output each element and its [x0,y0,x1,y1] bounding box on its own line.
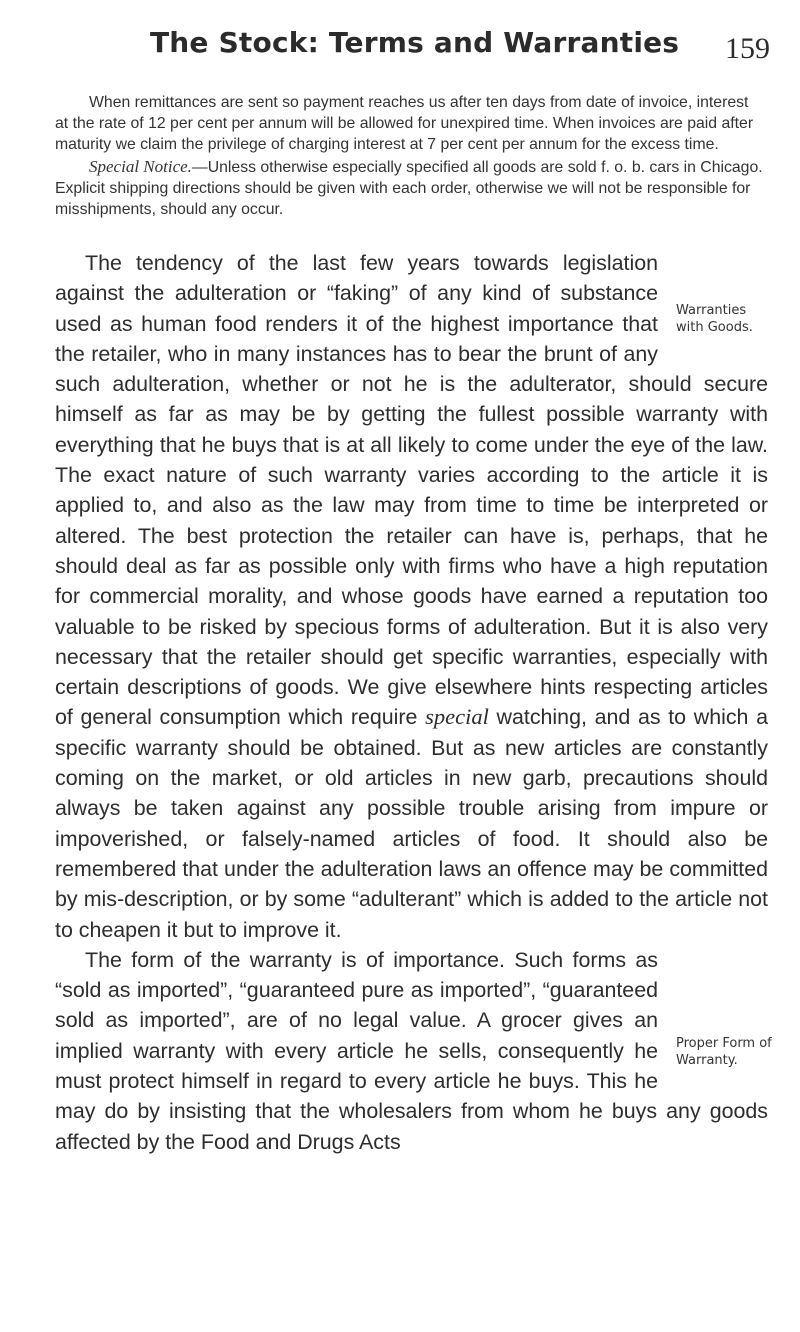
body-paragraph-1-end: watching, and as to which a specific warranty should be obtained. But as new articles are constantly coming on the market, or old articles in new garb, precautions should always be taken against any possible trouble arising from impure or impoverished, or falsely-named articles of food. It should also be remembered that under the adulteration laws an offence may be committed by mis-description, or by some “adulterant” which is added to the article not to cheapen it but to improve it. [55,705,769,942]
body-text [55,248,768,1157]
margin-spacer [658,1007,768,1067]
terms-section [55,92,765,220]
body-paragraph-proper-form [55,945,768,1157]
terms-paragraph-special-notice [55,156,765,221]
body-paragraph-1-rest: the brunt of any such adulteration, whether or not he is the adulterator, should secure himself as far as may be by getting the fullest possible warranty with everything that he buys that is at all likely to come under the eye of the law. The exact nature of such warranty varies according to the article it is applied to, and also as the law may from time to time be interpreted or altered. The best protection the retailer can have is, perhaps, that he should deal as far as possible only with firms who have a high reputation for commercial morality, and whose goods have earned a reputation too valuable to be risked by specious forms of adulteration. But it is also very necessary that the retailer should get specific warranties, especially with certain descriptions of goods. We give elsewhere hints respecting articles of general consumption which require [55,341,768,730]
side-note-warranties: Warranties with Goods. [676,303,753,335]
body-paragraph-1-lead: The tendency of the last few years towards legislation against the adulteration or “faking” of any kind of substance used as human food renders it of the highest importance that the retailer, who in many instances has to bear [55,251,658,366]
terms-paragraph-remittances: When remittances are sent so payment reaches us after ten days from date of invoice, interest at the rate of 12 per cent per annum will be allowed for unexpired time. When invoices are paid after maturity we claim the privilege of charging interest at 7 per cent per annum for the excess time. [55,94,754,154]
body-paragraph-2-lead: The form of the warranty is of importance. Such forms as “sold as imported”, “guaranteed pure as imported”, “guaranteed sold as imported”, are of no legal value. A grocer gives an implied warranty with every article he sells, [55,947,658,1063]
body-emphasis-special: special [425,704,489,730]
special-notice-text: —Unless otherwise especially specified all goods are sold f. o. b. cars in Chicago. Explicit shipping directions should be given with each order, otherwise we will not be responsible for misshipments, should any occur. [55,158,763,219]
page-number: 159 [725,32,770,65]
margin-spacer [658,300,768,360]
running-head: The Stock: Terms and Warranties [150,26,680,59]
body-paragraph-2-rest: consequently he must protect himself in regard to every article he buys. This he may do by insisting that the wholesalers from whom he buys any goods affected by the Food and Drugs Acts [55,1038,768,1154]
body-paragraph-warranties [55,248,768,945]
side-note-proper-form: Proper Form of Warranty. [676,1036,772,1068]
special-notice-label: Special Notice. [89,156,192,176]
